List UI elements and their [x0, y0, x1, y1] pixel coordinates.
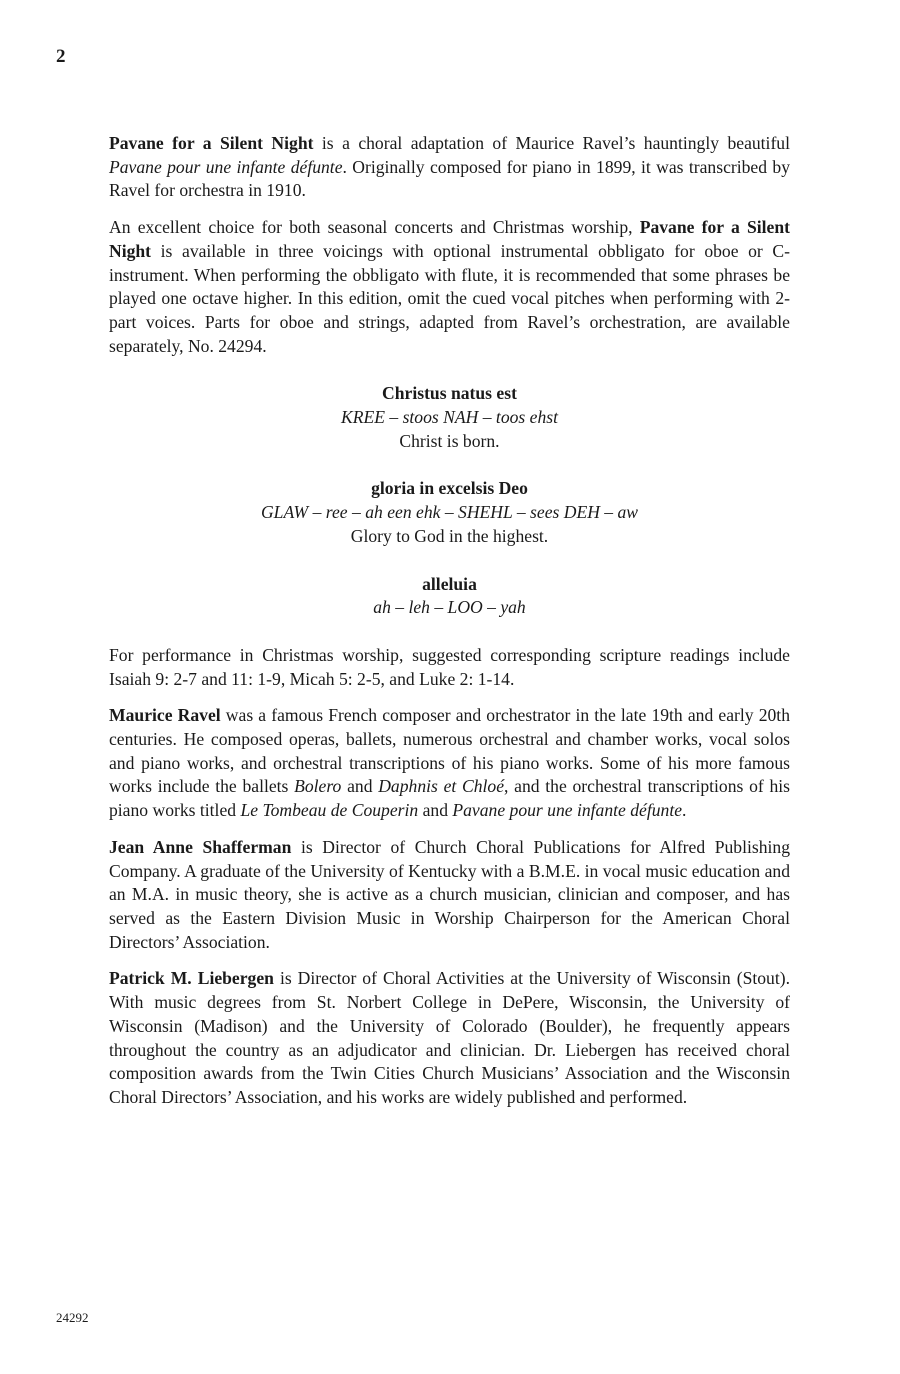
lyric-block	[109, 382, 790, 453]
lyric-latin: gloria in excelsis Deo	[371, 478, 528, 499]
liebergen-bio: Patrick M. Liebergen is Director of Choral Activities at the University of Wisconsin (Stout). With music degrees from St. Norbert College in DePere, Wisconsin, the University of Wisconsin (Madison) and the University of Colorado (Boulder), he frequently appears throughout the country as an adjudicator and clinician. Dr. Liebergen has received choral composition awards from the Twin Cities Church Musicians’ Association and the Wisconsin Choral Directors’ Association, and his works are widely published and performed.	[109, 968, 790, 1107]
catalog-number: 24292	[56, 1310, 89, 1325]
work-title: Pavane for a Silent Night	[109, 217, 790, 261]
lyric-phonetic: KREE – stoos NAH – toos ehst	[341, 407, 558, 428]
scripture-paragraph: For performance in Christmas worship, suggested corresponding scripture readings include Isaiah 9: 2-7 and 11: 1-9, Micah 5: 2-5, and Luke 2: 1-14.	[109, 644, 790, 689]
lyric-latin: alleluia	[422, 573, 477, 594]
lyric-block	[109, 573, 790, 620]
lyric-block	[109, 477, 790, 548]
lyric-phonetic: ah – leh – LOO – yah	[373, 597, 526, 618]
lyric-translation: Glory to God in the highest.	[350, 525, 549, 546]
shafferman-bio: Jean Anne Shafferman is Director of Church Choral Publications for Alfred Publishing Company. A graduate of the University of Kentucky with a B.M.E. in vocal music education and an M.A. in music theory, she is active as a church musician, clinician and composer, and has served as the Eastern Division Music in Worship Chairperson for the American Choral Directors’ Association.	[109, 836, 791, 952]
bio-name: Patrick M. Liebergen	[109, 968, 274, 989]
intro-paragraph: Pavane for a Silent Night is a choral adaptation of Maurice Ravel’s hauntingly beautiful Pavane pour une infante défunte. Originally composed for piano in 1899, it was transcribed by Ravel for orchestra in 1910.	[109, 133, 790, 201]
page-content	[109, 132, 790, 1123]
ravel-bio: Maurice Ravel was a famous French composer and orchestrator in the late 19th and early 20th centuries. He composed operas, ballets, numerous orchestral and chamber works, vocal solos and piano works, and orchestral transcriptions of his piano works. Some of his more famous works include the ballets Bolero and Daphnis et Chloé, and the orchestral transcriptions of his piano works titled Le Tombeau de Couperin and Pavane pour une infante défunte.	[109, 705, 790, 821]
work-title: Pavane for a Silent Night	[109, 133, 314, 153]
lyric-translation: Christ is born.	[399, 430, 500, 451]
voicings-paragraph: An excellent choice for both seasonal concerts and Christmas worship, Pavane for a Silent Night is available in three voicings with optional instrumental obbligato for oboe or C-instrument. When performing the obbligato with flute, it is recommended that some phrases be played one octave higher. In this edition, omit the cued vocal pitches when performing with 2-part voices. Parts for oboe and strings, adapted from Ravel’s orchestration, are available separately, No. 24294.	[109, 217, 790, 356]
bio-name: Jean Anne Shafferman	[109, 836, 292, 857]
lyric-latin: Christus natus est	[382, 383, 517, 404]
page-number: 2	[56, 46, 66, 67]
lyric-phonetic: GLAW – ree – ah een ehk – SHEHL – sees DEH – aw	[260, 502, 639, 523]
original-work-title: Pavane pour une infante défunte	[109, 156, 343, 177]
bio-name: Maurice Ravel	[109, 705, 221, 726]
